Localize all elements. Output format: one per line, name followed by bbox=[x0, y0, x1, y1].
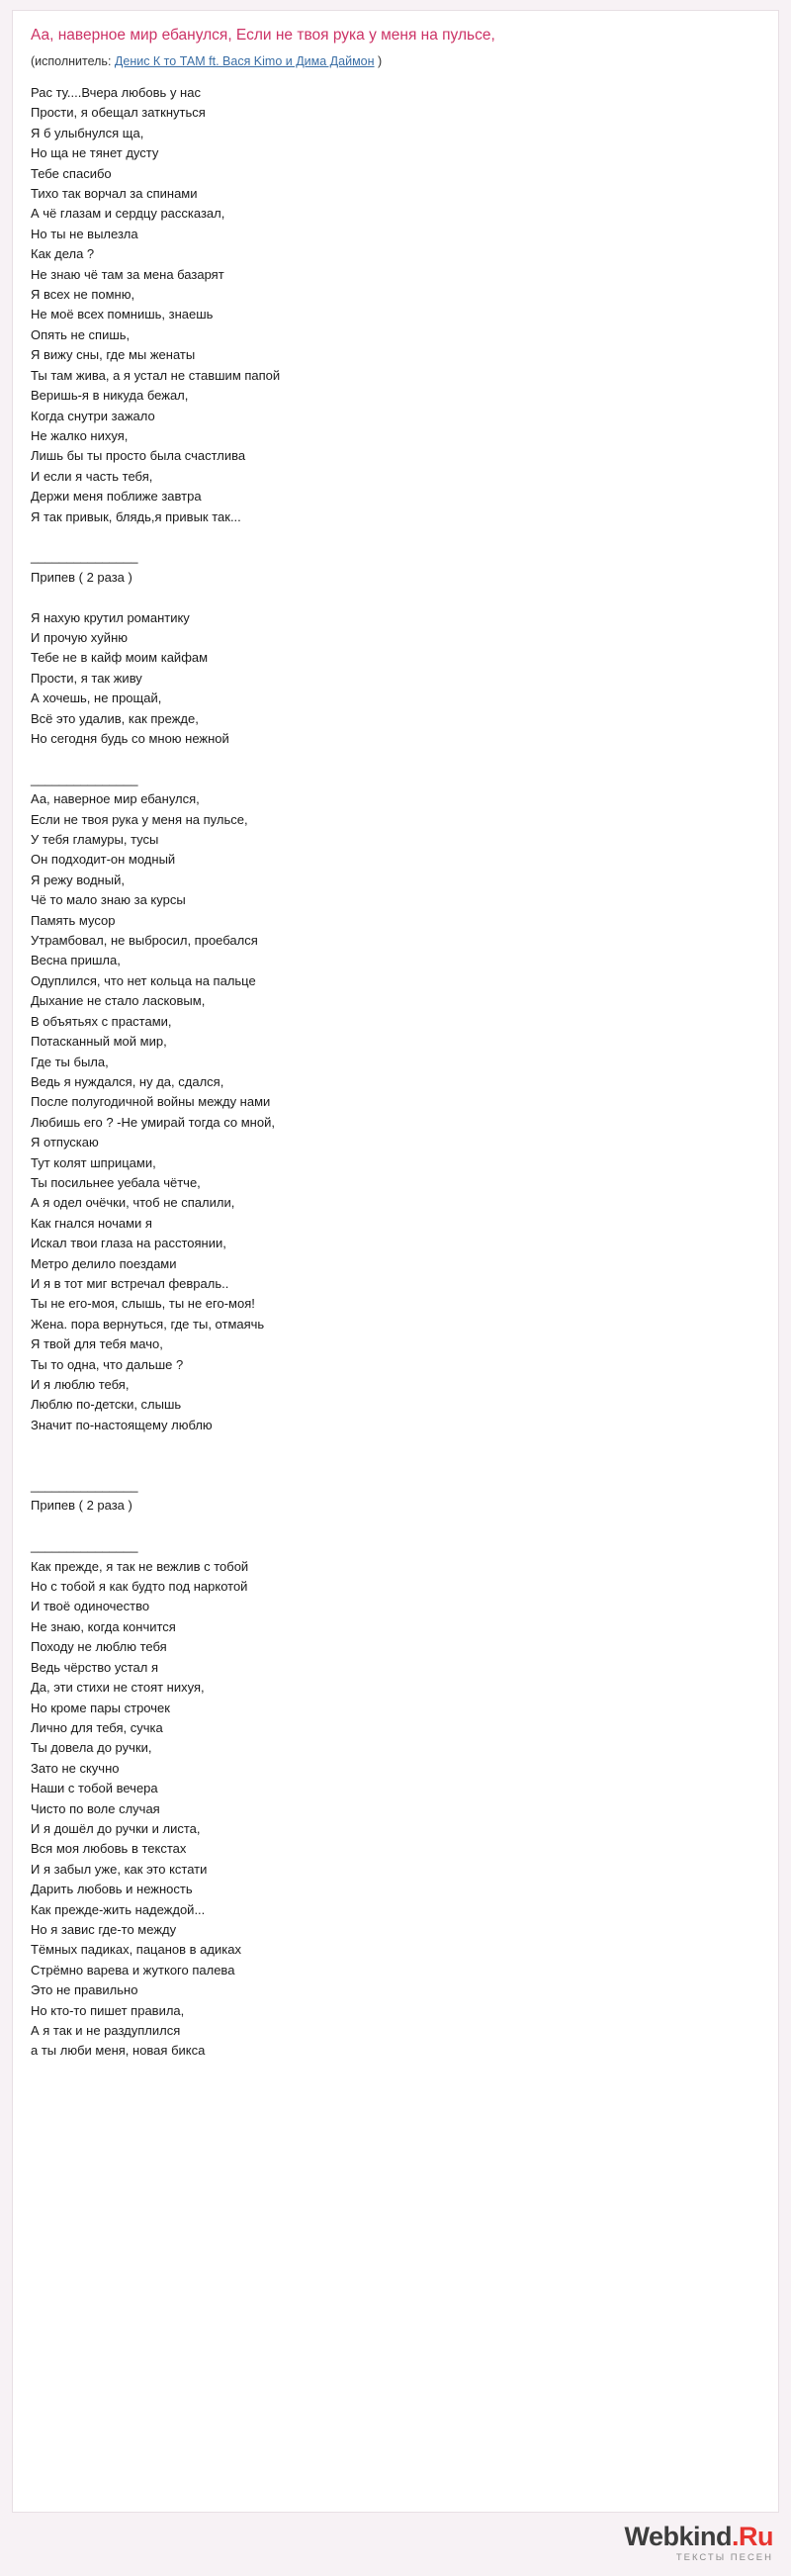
page-title: Аа, наверное мир ебанулся, Если не твоя рука у меня на пульсе, bbox=[31, 27, 495, 44]
watermark-title bbox=[624, 2521, 773, 2551]
performer-line bbox=[31, 53, 760, 69]
site-watermark bbox=[624, 2521, 773, 2563]
watermark-subtitle: ТЕКСТЫ ПЕСЕН bbox=[675, 2551, 773, 2563]
performer-label: (исполнитель: bbox=[31, 54, 112, 68]
performer-link[interactable]: Денис К то ТАМ ft. Вася Kimo и Дима Даймон bbox=[114, 54, 375, 68]
song-lyrics-card bbox=[12, 10, 779, 2513]
performer-close-paren: ) bbox=[378, 54, 383, 68]
watermark-name: Webkind bbox=[624, 2521, 732, 2551]
watermark-domain-suffix: .Ru bbox=[732, 2521, 773, 2551]
lyrics-text: Рас ту....Вчера любовь у нас Прости, я обещал заткнуться Я б улыбнулся ща, Но ща не тянет дусту Тебе спасибо Тихо так ворчал за спинами А чё глазам и сердцу рассказал, Но ты не вылезла Как дела ? Не знаю чё там за мена базарят Я всех не помню, Не моё всех помнишь, знаешь Опять не спишь, Я вижу сны, где мы женаты Ты там жива, а я устал не ставшим папой Веришь-я в никуда бежал, Когда снутри зажало Не жалко нихуя, Лишь бы ты просто была счастлива И если я часть тебя, Держи меня поближе завтра Я так привык, блядь,я привык так... _______________ Припев ( 2 раза ) Я нахую крутил романтику И прочую хуйню Тебе не в кайф моим кайфам Прости, я так живу А хочешь, не прощай, Всё это удалив, как прежде, Но сегодня будь со мною нежной _______________ Аа, наверное мир ебанулся, Если не твоя рука у меня на пульсе, У тебя гламуры, тусы Он подходит-он модный Я режу водный, Чё то мало знаю за курсы Память мусор Утрамбовал, не выбросил, проебался Весна пришла, Одуплился, что нет кольца на пальце Дыхание не стало ласковым, В объятьях с прастами, Потасканный мой мир, Где ты была, Ведь я нуждался, ну да, сдался, После полугодичной войны между нами Любишь его ? -Не умирай тогда со мной, Я отпускаю Тут колят шприцами, Ты посильнее уебала чётче, А я одел очёчки, чтоб не спалили, Как гнался ночами я Искал твои глаза на расстоянии, Метро делило поездами И я в тот миг встречал февраль.. Ты не его-моя, слышь, ты не его-моя! Жена. пора вернуться, где ты, отмаячь Я твой для тебя мачо, Ты то одна, что дальше ? И я люблю тебя, Люблю по-детски, слышь Значит по-настоящему люблю _______________ Припев ( 2 раза ) _______________ Как прежде, я так не вежлив с тобой Но с тобой я как будто под наркотой И твоё одиночество Не знаю, когда кончится Походу не люблю тебя Ведь чёрство устал я Да, эти стихи не стоят нихуя, Но кроме пары строчек Лично для тебя, сучка Ты довела до ручки, Зато не скучно Наши с тобой вечера Чисто по воле случая И я дошёл до ручки и листа, Вся моя любовь в текстах И я забыл уже, как это кстати Дарить любовь и нежность Как прежде-жить надеждой... Но я завис где-то между Тёмных падиках, пацанов в адиках Стрёмно варева и жуткого палева Это не правильно Но кто-то пишет правила, А я так и не раздуплился а ты люби меня, новая бикса bbox=[31, 85, 281, 2059]
